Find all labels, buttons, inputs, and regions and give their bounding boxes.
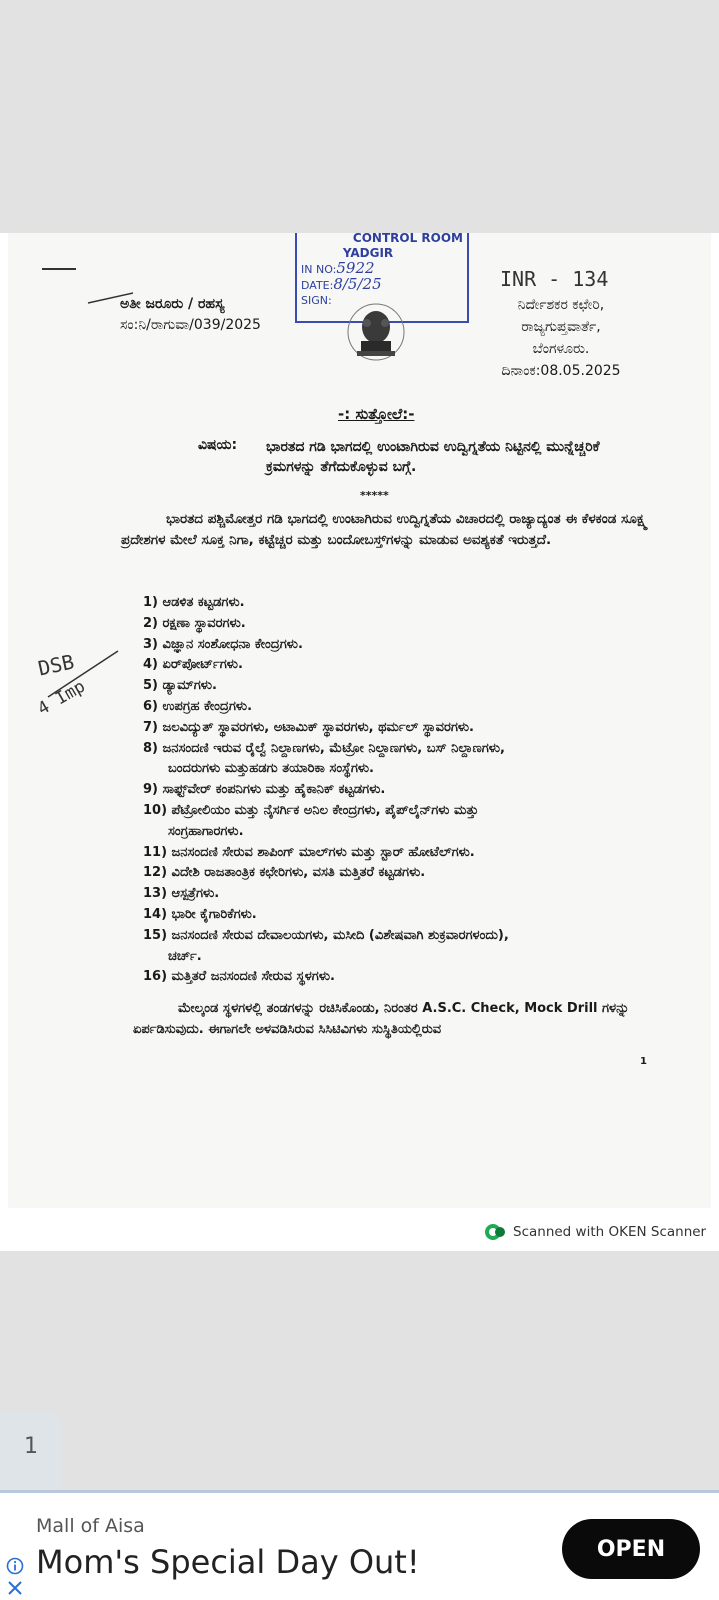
list-item: ಸಂಗ್ರಹಾಗಾರಗಳು. xyxy=(168,823,244,839)
closing-paragraph: ಮೇಲ್ಕಂಡ ಸ್ಥಳಗಳಲ್ಲಿ ತಂಡಗಳನ್ನು ರಚಿಸಿಕೊಂಡು, ನಿರಂತರ A.S.C. Check, Mock Drill ಗಳನ್ನು ಏರ್ಪಡಿಸುವುದು. ಈಗಾಗಲೇ ಅಳವಡಿಸಿರುವ ಸಿಸಿಟಿವಿಗಳು ಸುಸ್ಥಿತಿಯಲ್ಲಿರುವ xyxy=(133,1001,630,1037)
reference-number: ಸಂ:ನಿ/ರಾಗುವಾ/039/2025 xyxy=(120,317,261,333)
ad-banner[interactable] xyxy=(0,1490,719,1600)
handwritten-ref: INR - 134 xyxy=(500,267,609,291)
ad-headline[interactable]: Mom's Special Day Out! xyxy=(36,1543,420,1581)
list-item: 15) ಜನಸಂದಣಿ ಸೇರುವ ದೇವಾಲಯಗಳು, ಮಸೀದಿ (ವಿಶೇಷವಾಗಿ ಶುಕ್ರವಾರಗಳಂದು), xyxy=(143,927,509,943)
oken-logo-icon xyxy=(484,1223,506,1241)
list-item: 3) ವಿಜ್ಞಾನ ಸಂಶೋಧನಾ ಕೇಂದ್ರಗಳು. xyxy=(143,636,303,652)
list-item: 13) ಆಸ್ಪತ್ರೆಗಳು. xyxy=(143,886,220,902)
ad-advertiser: Mall of Aisa xyxy=(36,1515,145,1537)
letter-date: ದಿನಾಂಕ:08.05.2025 xyxy=(501,363,621,379)
stamp-date-label: DATE: xyxy=(301,279,334,292)
list-item: ಚರ್ಚ್. xyxy=(168,948,202,964)
department: ರಾಜ್ಯಗುಪ್ತವಾರ್ತೆ, xyxy=(521,319,601,335)
list-item: 8) ಜನಸಂದಣಿ ಇರುವ ರೈಲ್ವೆ ನಿಲ್ದಾಣಗಳು, ಮೆಟ್ರೋ ನಿಲ್ದಾಣಗಳು, ಬಸ್ ನಿಲ್ದಾಣಗಳು, xyxy=(143,740,505,756)
intro-paragraph: ಭಾರತದ ಪಶ್ಚಿಮೋತ್ತರ ಗಡಿ ಭಾಗದಲ್ಲಿ ಉಂಟಾಗಿರುವ ಉದ್ವಿಗ್ನತೆಯ ವಿಚಾರದಲ್ಲಿ ರಾಜ್ಯಾದ್ಯಂತ ಈ ಕೆಳಕಂಡ ಸೂಕ್ಷ್ಮ ಪ್ರದೇಶಗಳ ಮೇಲೆ ಸೂಕ್ತ ನಿಗಾ, ಕಟ್ಟೆಚ್ಚರ ಮತ್ತು ಬಂದೋಬಸ್ತ್‌ಗಳನ್ನು ಮಾಡುವ ಅವಶ್ಯಕತೆ ಇರುತ್ತದೆ. xyxy=(121,511,648,548)
stamp-in-no-value: 5922 xyxy=(336,259,375,277)
list-item: 2) ರಕ್ಷಣಾ ಸ್ಥಾವರಗಳು. xyxy=(143,615,246,631)
list-item: 14) ಭಾರೀ ಕೈಗಾರಿಕೆಗಳು. xyxy=(143,906,257,922)
list-item: 1) ಆಡಳಿತ ಕಟ್ಟಡಗಳು. xyxy=(143,595,245,610)
scanner-credit xyxy=(484,1223,706,1241)
circular-heading: -: ಸುತ್ತೋಲೆ:- xyxy=(338,405,415,423)
stamp-in-no xyxy=(301,261,463,277)
sensitive-locations-list xyxy=(143,593,663,988)
list-item: ಬಂದರುಗಳು ಮತ್ತುಹಡಗು ತಯಾರಿಕಾ ಸಂಸ್ಥೆಗಳು. xyxy=(168,761,374,777)
separator: ***** xyxy=(360,489,389,502)
margin-note-1: DSB xyxy=(35,649,77,681)
list-item: 10) ಪೆಟ್ರೋಲಿಯಂ ಮತ್ತು ನೈಸರ್ಗಿಕ ಅನಿಲ ಕೇಂದ್ರಗಳು, ಪೈಪ್‌ಲೈನ್‌ಗಳು ಮತ್ತು xyxy=(143,802,479,818)
page-number: 1 xyxy=(640,1056,647,1067)
city: ಬೆಂಗಳೂರು. xyxy=(532,341,590,357)
ad-close-icon[interactable] xyxy=(6,1579,24,1597)
subject-label: ವಿಷಯ: xyxy=(198,437,238,453)
scanner-credit-text: Scanned with OKEN Scanner xyxy=(513,1224,707,1240)
list-item: 4) ಏರ್‌ಪೋರ್ಟ್‌ಗಳು. xyxy=(143,657,243,673)
classification: ಅತೀ ಜರೂರು / ರಹಸ್ಯ xyxy=(120,296,225,312)
list-item: 7) ಜಲವಿದ್ಯುತ್ ಸ್ಥಾವರಗಳು, ಅಟಾಮಿಕ್ ಸ್ಥಾವರಗಳು, ಥರ್ಮಲ್ ಸ್ಥಾವರಗಳು. xyxy=(143,719,474,735)
state-emblem-icon xyxy=(345,301,407,363)
stamp-date-value: 8/5/25 xyxy=(333,275,382,293)
list-item: 11) ಜನಸಂದಣಿ ಸೇರುವ ಶಾಪಿಂಗ್ ಮಾಲ್‌ಗಳು ಮತ್ತು ಸ್ಟಾರ್ ಹೋಟೆಲ್‌ಗಳು. xyxy=(143,844,475,860)
list-item: 16) ಮತ್ತಿತರೆ ಜನಸಂದಣಿ ಸೇರುವ ಸ್ಥಳಗಳು. xyxy=(143,969,335,985)
stamp-in-no-label: IN NO: xyxy=(301,263,337,276)
stamp-sign-label: SIGN: xyxy=(301,294,332,307)
scanned-letter xyxy=(8,233,711,1208)
office-name: ನಿರ್ದೇಶಕರ ಕಛೇರಿ, xyxy=(517,297,605,313)
document-page xyxy=(0,233,719,1251)
margin-note-2: 4 Imp xyxy=(34,676,89,720)
list-item: 12) ವಿದೇಶಿ ರಾಜತಾಂತ್ರಿಕ ಕಛೇರಿಗಳು, ವಸತಿ ಮತ್ತಿತರೆ ಕಟ್ಟಡಗಳು. xyxy=(143,865,426,881)
list-item: 5) ಡ್ಯಾಮ್‌ಗಳು. xyxy=(143,678,217,694)
ad-open-button[interactable]: OPEN xyxy=(562,1519,700,1579)
stamp-line1: CONTROL ROOM xyxy=(352,233,463,245)
page-indicator[interactable] xyxy=(0,1412,62,1490)
stamp-line2: YADGIR xyxy=(342,246,394,260)
margin-slash xyxy=(44,643,124,703)
list-item: 9) ಸಾಫ್ಟ್‌ವೇರ್ ಕಂಪನಿಗಳು ಮತ್ತು ಹೈಕಾನಿಕ್ ಕಟ್ಟಡಗಳು. xyxy=(143,782,386,798)
ad-info-icon[interactable] xyxy=(6,1557,24,1575)
subject-text: ಭಾರತದ ಗಡಿ ಭಾಗದಲ್ಲಿ ಉಂಟಾಗಿರುವ ಉದ್ವಿಗ್ನತೆಯ ನಿಟ್ಟಿನಲ್ಲಿ ಮುನ್ನೆಚ್ಚರಿಕೆ ಕ್ರಮಗಳನ್ನು ತೆಗೆದುಕೊಳ್ಳುವ ಬಗ್ಗೆ. xyxy=(266,439,600,475)
list-item: 6) ಉಪಗ್ರಹ ಕೇಂದ್ರಗಳು. xyxy=(143,698,253,714)
page-indicator-number: 1 xyxy=(24,1434,38,1459)
stamp-date xyxy=(301,277,463,293)
